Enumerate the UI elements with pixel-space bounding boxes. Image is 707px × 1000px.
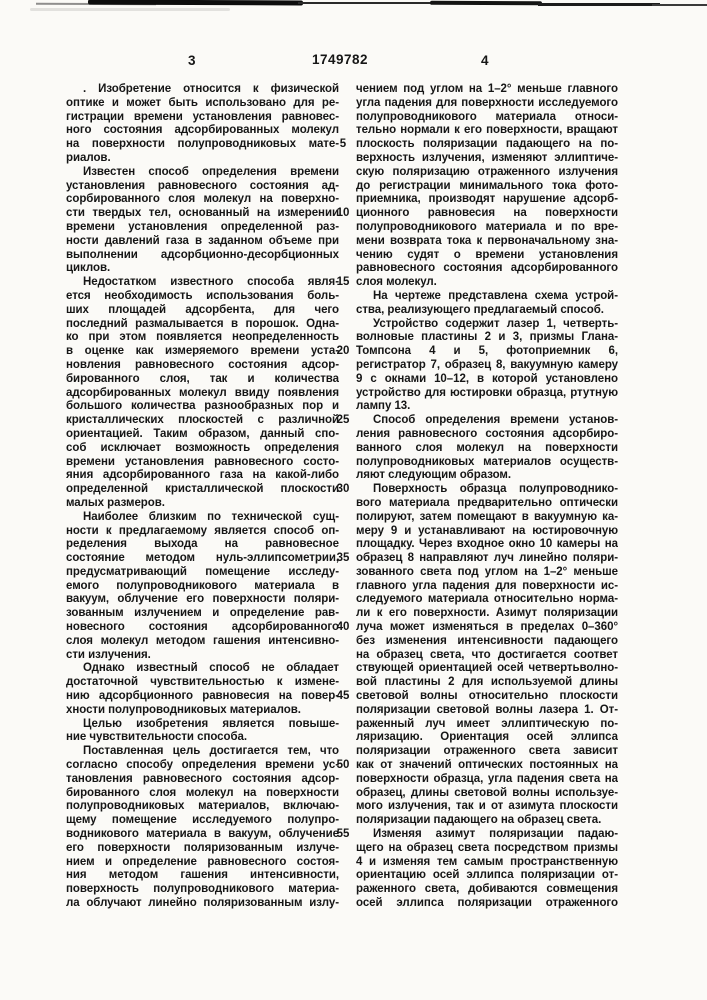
text-line: последний размалывается в порошок. Одна- [66,317,339,330]
line-number-slot [329,525,357,539]
text-line: ределения выхода на равновесное [66,538,339,551]
line-number-slot [329,124,357,138]
scan-artifact-streak [538,3,660,6]
line-number-slot [329,97,357,111]
text-line: ориентацию осей эллипса поляризации от- [356,869,618,882]
text-line: соб исключает возможность определения [66,441,339,454]
line-number: 10 [336,207,350,220]
text-line: сти твердых тел, основанный на измерении [66,207,339,220]
text-line: 9 с окнами 10–12, в которой установлено [356,372,618,385]
line-number-slot [329,718,357,732]
text-line: . Изобретение относится к физической [83,83,339,95]
line-number-slot [329,442,357,456]
line-number-slot [329,773,357,787]
line-number-slot [329,511,357,525]
line-number-slot [329,221,357,235]
text-line: гистрации времени установления равновес- [66,110,339,123]
text-line: его поверхности поляризованным излуче- [66,841,339,854]
text-line: ного состояния адсорбированных молекул [66,124,339,137]
text-line: верхность излучения, изменяют эллиптиче- [356,151,618,164]
gutter-line-numbers [329,83,357,911]
text-line: тельно нормали к его поверхности, вращают [356,124,618,137]
text-line: яния адсорбированного газа на какой-либо [66,469,339,482]
text-line: полупроводникового материала и по вре- [356,220,618,233]
text-line: слоя молекул методом гашения интенсивно- [66,634,339,647]
text-line: сорбированного слоя молекул на поверхно- [66,193,339,206]
line-number-slot [329,111,357,125]
text-line: ляют следующим образом. [356,469,511,482]
line-number-slot [329,290,357,304]
text-line: ванного слоя молекул на поверхности [356,441,618,454]
text-line: площадку. Через входное окно 10 камеры на [356,538,618,551]
text-line: ления равновесного состояния адсорбиро- [356,427,618,440]
line-number-slot [329,359,357,373]
text-line: поверхность полупроводникового материа- [66,883,339,896]
line-number: 30 [336,483,350,496]
text-line: Поставленная цель достигается тем, что [83,745,339,758]
line-number-slot [329,580,357,594]
line-number: 5 [339,138,347,151]
line-number-slot [329,662,357,676]
text-line: 4 и изменяя тем самым пространственную [356,855,618,868]
text-line: большого количества разнообразных пор и [66,400,339,413]
line-number-slot [329,166,357,180]
line-number-slot [329,607,357,621]
text-line: вой пластины 2 для используемой длины [356,676,618,689]
line-number-slot [329,731,357,745]
line-number-slot [329,814,357,828]
text-line: выполнении адсорбционно-десорбционных [66,248,339,261]
text-line: осей эллипса поляризации отраженного [356,897,618,910]
text-line: времени установления определенной раз- [66,220,339,233]
text-line: вакуум, облучение его поверхности поляри- [66,593,339,606]
text-line: световой волны относительно плоскости [356,690,618,703]
line-number-slot [329,249,357,263]
text-line: ли к его поверхности. Азимут поляризации [356,607,618,620]
text-line: приемника, производят нарушение адсорб- [356,193,618,206]
line-number: 15 [336,276,350,289]
text-line: ния методом гашения интенсивности, [66,869,339,882]
text-line: на образец света, что достигается соответ [356,648,618,661]
text-column-left [66,83,339,911]
text-line: щему помещение исследуемого полупро- [66,814,339,827]
text-line: образец 8 направляют луч линейно поляри- [356,552,618,565]
text-line: Изменяя азимут поляризации падаю- [373,828,618,841]
text-line: сти излучения. [66,648,151,661]
text-line: кристаллических плоскостей с различной [66,414,339,427]
text-column-right [356,83,618,911]
line-number-slot [329,676,357,690]
scan-artifact-streak [298,2,436,4]
line-number: 20 [336,345,350,358]
line-number-slot [329,538,357,552]
line-number-slot [329,566,357,580]
text-line: зованным излучением и определение рав- [66,607,339,620]
text-line: ности к предлагаемому является способ оп- [66,524,339,537]
line-number: 35 [336,552,350,565]
line-number-slot [329,593,357,607]
line-number-slot [329,745,357,759]
text-line: состояние методом нуль-эллипсометрии, [66,552,339,565]
text-line: зованного света под углом на 1–2° меньше [356,565,618,578]
line-number-slot [329,497,357,511]
text-line: ционного равновесия на поверхности [356,207,618,220]
text-line: главного угла падения для поверхности ис- [356,579,618,592]
text-line: раженный луч имеет эллиптическую по- [356,717,618,730]
text-line: раженного света, добиваются совмещения [356,883,618,896]
text-line: нием и определение равновесного состоя- [66,855,339,868]
scan-artifact-streak [652,4,707,6]
line-number-slot [329,649,357,663]
line-number-slot [329,842,357,856]
line-number-slot [329,400,357,414]
text-line: ляризацию. Ориентация осей эллипса [356,731,618,744]
text-line: хности полупроводниковых материалов. [66,703,301,716]
text-line: ности давлений газа в заданном объеме при [66,234,339,247]
text-line: лампу 13. [356,400,411,413]
text-line: нию адсорбционного равновесия на повер- [66,690,339,703]
text-line: полупроводниковых материалов, включаю- [66,800,339,813]
text-line: мого излучения, так и от азимута плоскости [356,800,618,813]
patent-number: 1749782 [312,52,369,67]
text-line: поляризации отраженного света зависит [356,745,618,758]
text-line: чению судят о времени установления [356,248,618,261]
text-line: определенной кристаллической плоскости [66,483,339,496]
text-line: предусматривающий помещение исследу- [66,565,339,578]
line-number-slot [329,635,357,649]
text-line: ется необходимость использования боль- [66,289,339,302]
line-number-slot [329,387,357,401]
text-line: угла падения для поверхности исследуемого [356,96,618,109]
line-number-slot [329,883,357,897]
text-line: в оценке как измеряемого времени уста- [66,345,339,358]
text-line: поверхности образца, угла падения света на [356,772,618,785]
line-number-slot [329,304,357,318]
line-number: 25 [336,414,350,427]
text-line: волновые пластины 2 и 3, призмы Глана- [356,331,618,344]
scan-artifact-streak [88,0,303,5]
text-line: скую поляризацию отраженного излучения [356,165,618,178]
text-line: ко при этом появляется неопределенность [66,331,339,344]
text-line: согласно способу определения времени ус- [66,759,339,772]
line-number-slot [329,331,357,345]
text-line: полупроводникового материала относи- [356,110,618,123]
text-line: емого полупроводникового материала в [66,579,339,592]
text-line: ства, реализующего предлагаемый способ. [356,303,604,316]
text-line: следуемого материала относительно норма- [356,593,618,606]
text-line: циклов. [66,262,111,275]
text-line: меру 9 и устанавливают на юстировочную [356,524,618,537]
text-line: новления равновесного состояния адсор- [66,358,339,371]
line-number-slot [329,856,357,870]
text-line: поляризации падающего на образец света. [356,814,602,827]
line-number: 55 [336,828,350,841]
line-number: 45 [336,690,350,703]
text-line: устройство для юстировки образца, ртутную [356,386,618,399]
text-line: ствующей ориентацией осей четвертьволно- [356,662,618,675]
text-line: достаточной чувствительностью к измене- [66,676,339,689]
text-line: Поверхность образца полупроводнико- [373,483,618,496]
line-number-slot [329,318,357,332]
line-number-slot [329,469,357,483]
text-line: Наиболее близким по технической сущ- [83,510,339,523]
text-line: водникового материала в вакуум, облучение [66,828,339,841]
line-number-slot [329,869,357,883]
text-line: риалов. [66,151,111,164]
text-line: до регистрации минимального тока фото- [356,179,618,192]
text-line: без изменения интенсивности падающего [356,634,618,647]
text-line: времени установления равновесного состо- [66,455,339,468]
text-line: полируют, затем помещают в вакуумную ка- [356,510,618,523]
scan-artifact-smudge [30,8,230,11]
text-line: как от значений оптических постоянных на [356,759,618,772]
line-number: 50 [336,759,350,772]
text-line: регистратор 7, образец 8, вакуумную камеру [356,358,618,371]
line-number-slot [329,456,357,470]
line-number-slot [329,152,357,166]
text-line: ориентацией. Таким образом, данный спо- [66,427,339,440]
text-line: Томпсона 4 и 5, фотоприемник 6, [356,345,618,358]
scan-artifact-streak [430,1,542,5]
line-number-slot [329,897,357,911]
text-line: плоскость поляризации падающего на по- [356,138,618,151]
page-number-right: 4 [481,53,490,68]
text-line: равновесного состояния адсорбированного [356,262,618,275]
text-line: Однако известный способ не обладает [83,662,339,675]
line-number-slot [329,704,357,718]
text-line: малых размеров. [66,496,165,509]
text-line: установления равновесного состояния ад- [66,179,339,192]
text-line: адсорбированных молекул ввиду появления [66,386,339,399]
text-line: ла облучают линейно поляризованным излу- [66,897,339,910]
text-line: бированного слоя молекул на поверхности [66,786,339,799]
text-line: слоя молекул. [356,276,437,289]
text-line: вого материала предварительно оптически [356,496,618,509]
text-line: Недостатком известного способа явля- [83,276,339,289]
line-number: 40 [336,621,350,634]
line-number-slot [329,180,357,194]
line-number-slot [329,262,357,276]
line-number-slot [329,428,357,442]
text-line: бированного слоя, так и количества [66,372,339,385]
text-line: полупроводниковых материалов осуществ- [356,455,618,468]
text-line: поляризации световой волны лазера 1. От- [356,703,618,716]
text-line: ние чувствительности способа. [66,731,248,744]
line-number-slot [329,193,357,207]
text-line: Устройство содержит лазер 1, четверть- [373,317,618,330]
line-number-slot [329,373,357,387]
text-line: тановления равновесного состояния адсор- [66,772,339,785]
line-number-slot [329,235,357,249]
text-line: луча может изменяться в пределах 0–360° [356,621,618,634]
text-line: Способ определения времени установ- [373,414,618,427]
text-line: на поверхности полупроводниковых мате- [66,138,339,151]
page-number-left: 3 [188,53,197,68]
text-line: Известен способ определения времени [83,165,339,178]
line-number-slot [329,800,357,814]
text-line: образец, длины световой волны используе- [356,786,618,799]
line-number-slot [329,787,357,801]
text-line: мени возврата тока к первоначальному зна- [356,234,618,247]
text-line: На чертеже представлена схема устрой- [373,289,618,302]
text-line: новесного состояния адсорбированного [66,621,339,634]
text-line: ших площадей адсорбента, для чего [66,303,339,316]
text-line: щего на образец света посредством призмы [356,841,618,854]
text-line: оптике и может быть использовано для ре- [66,96,339,109]
text-line: чением под углом на 1–2° меньше главного [356,83,618,95]
text-line: Целью изобретения является повыше- [83,717,339,730]
line-number-slot [329,83,357,97]
